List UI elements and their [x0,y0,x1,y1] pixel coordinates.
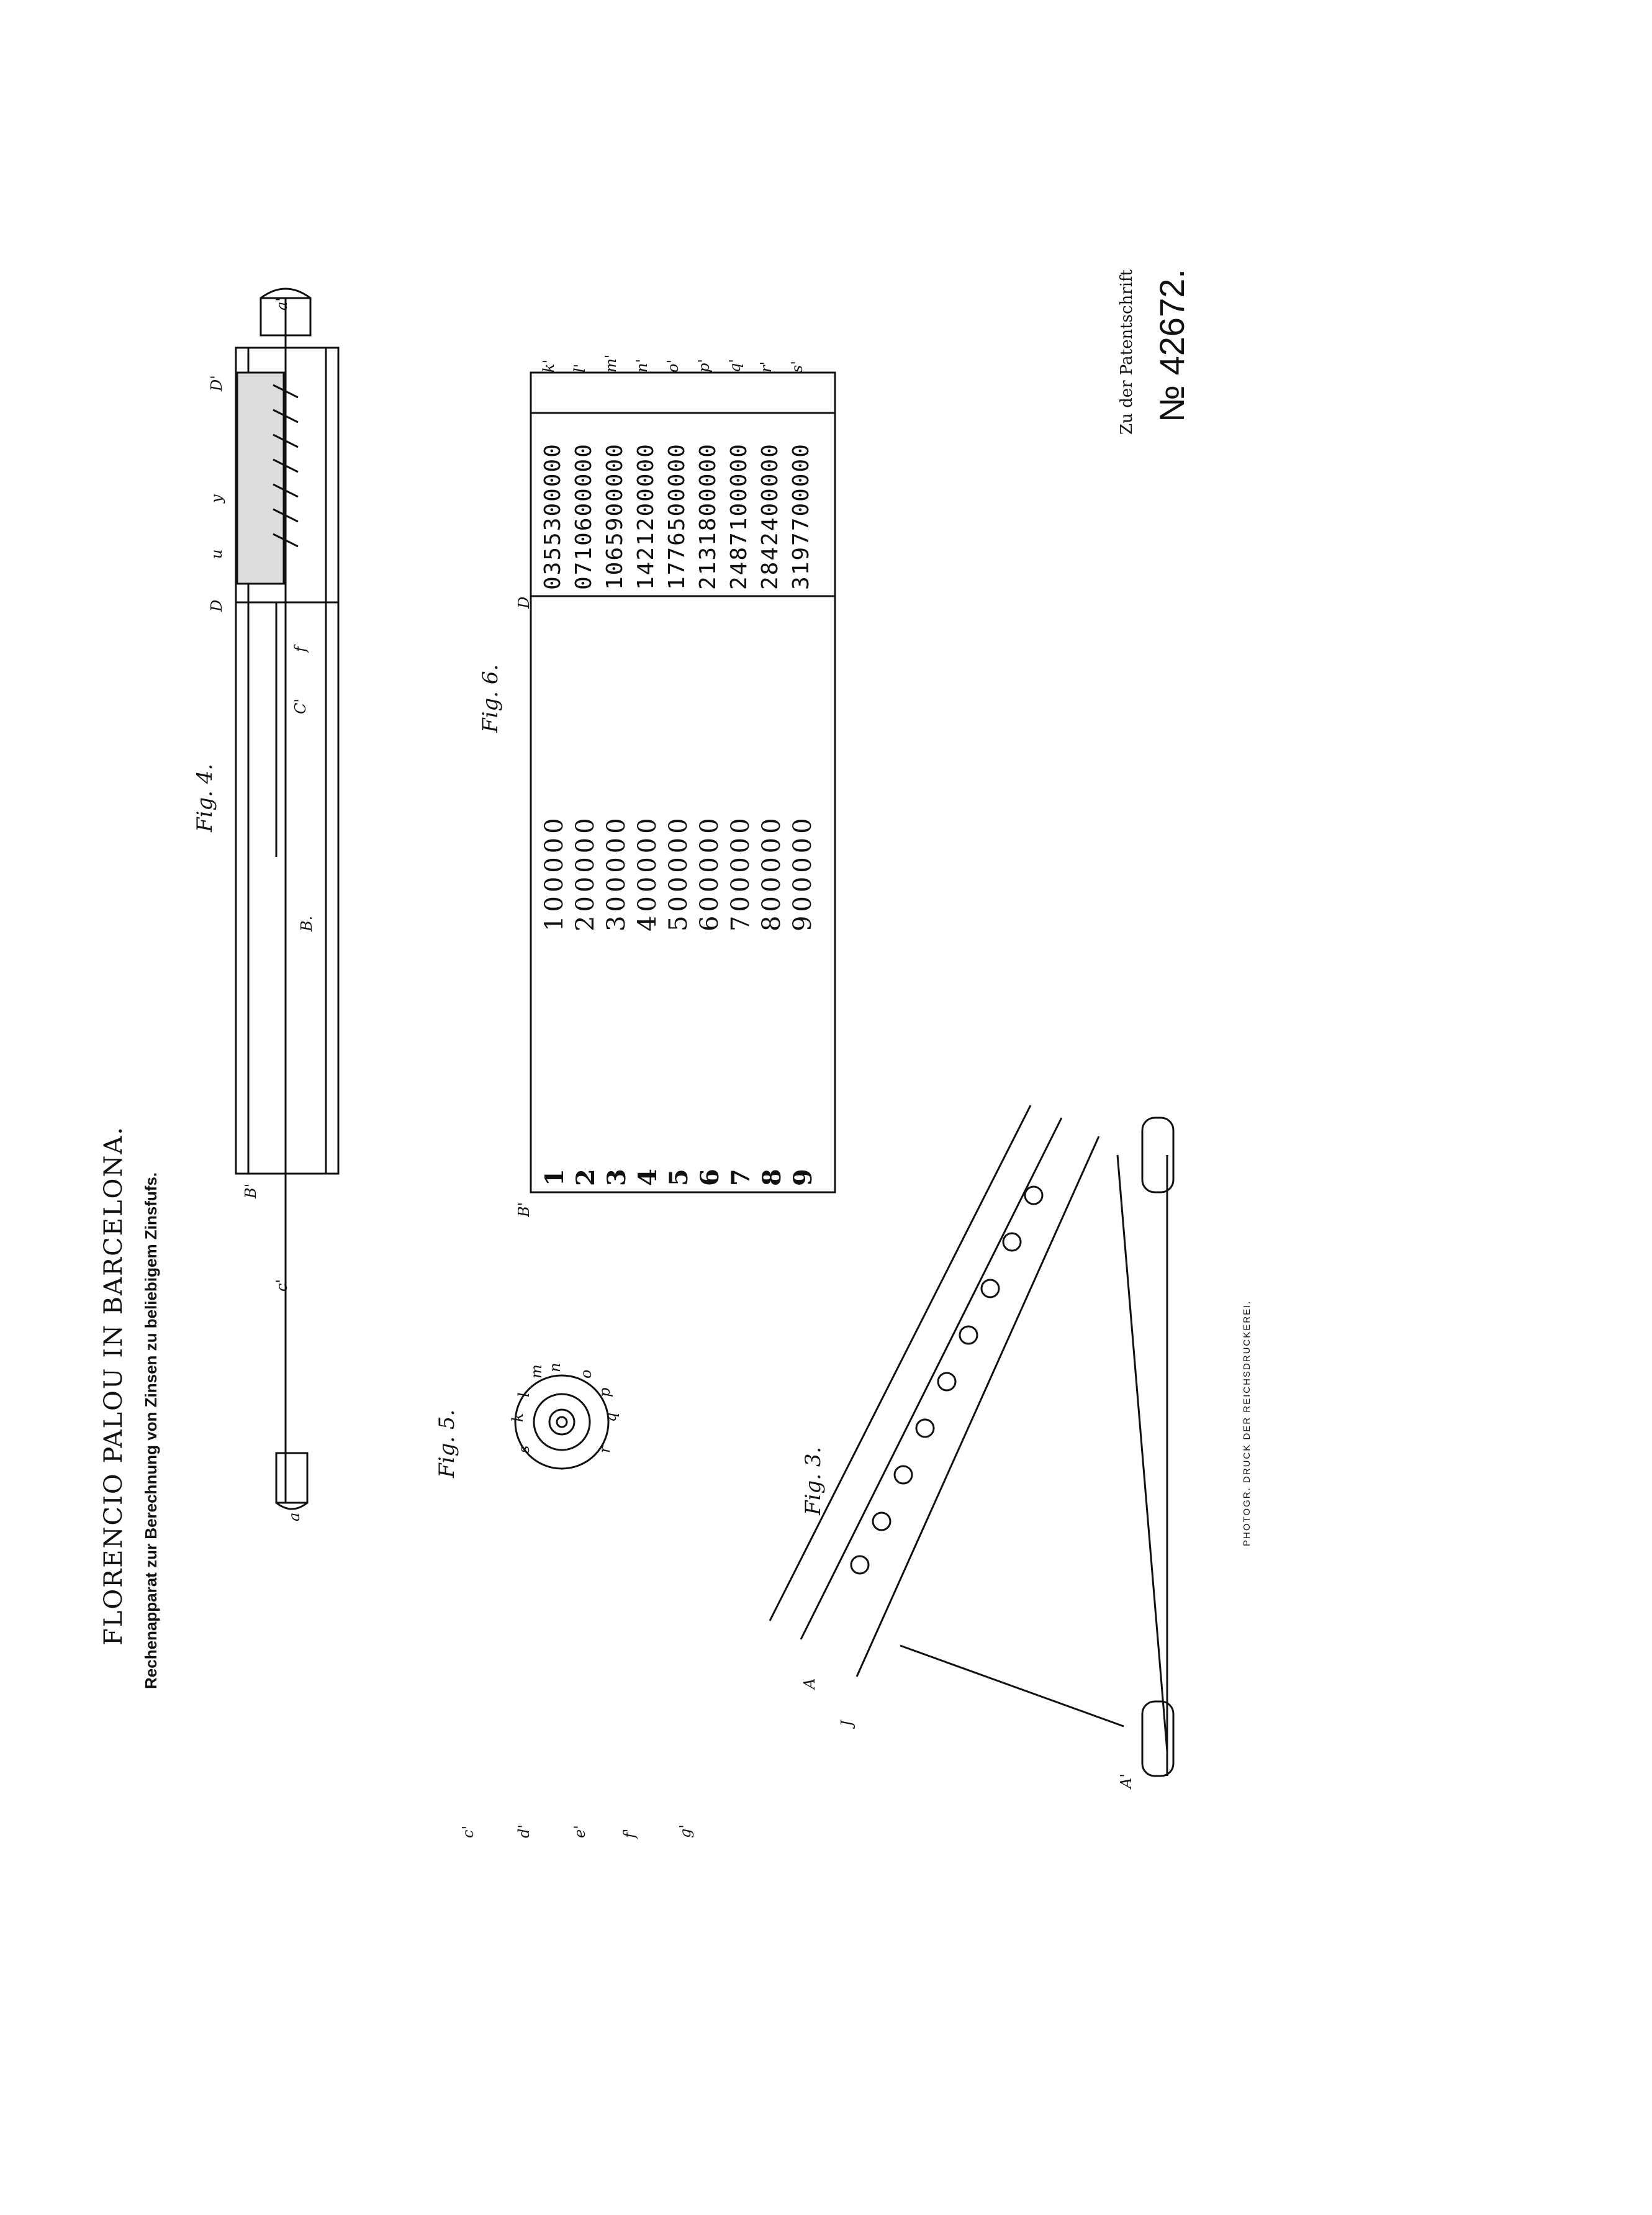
fig6-row-letter: s' [788,361,806,373]
figure-3-drawing [770,1105,1173,1776]
fig4-label-u: u [208,549,225,559]
fig6-multiplier: 1 [540,1169,569,1186]
margin-label: c' [459,1825,477,1838]
fig3-caption: Fig. 3. [801,1446,826,1515]
fig6-row-letter: k' [540,359,557,373]
margin-label: g' [677,1824,694,1838]
fig6-row-letter: m' [602,354,620,373]
fig6-result: 0355300000 [540,443,566,590]
fig5-label: k [509,1413,526,1422]
fig5-label: n [546,1362,564,1372]
fig6-result: 2131800000 [695,443,721,590]
fig3-label-J: J [838,1720,855,1726]
fig5-label: r [596,1446,613,1453]
fig4-label-a: a [286,1512,303,1521]
fig6-amount: 500000 [664,814,693,931]
fig6-row-letter: q' [726,359,744,373]
fig4-label-y: y [208,494,225,503]
fig6-result: 1065900000 [602,443,628,590]
fig6-row-letter: o' [664,359,682,373]
fig5-label: m [528,1364,545,1379]
fig6-amount: 400000 [633,814,662,931]
fig6-amount: 800000 [757,814,786,931]
fig5-caption: Fig. 5. [435,1409,459,1478]
fig6-multiplier: 2 [571,1169,600,1186]
fig4-label-B-prime: B' [242,1183,260,1198]
fig6-label-D: D [515,596,533,609]
fig6-row-letter: r' [757,361,775,373]
margin-label: d' [515,1824,533,1838]
fig6-multiplier: 3 [602,1169,631,1186]
fig6-result: 1421200000 [633,443,659,590]
fig4-label-f: f [292,646,309,652]
fig6-amount: 700000 [726,814,755,931]
margin-label: f' [621,1828,638,1838]
patent-label: Zu der Patentschrift [1117,269,1136,435]
figure-4-drawing [236,289,338,1509]
fig6-row-letter: l' [571,363,589,373]
fig6-multiplier: 5 [664,1169,693,1186]
fig6-result: 2842400000 [757,443,783,590]
figure-5-drawing [515,1375,608,1469]
inventor-title: FLORENCIO PALOU IN BARCELONA. [99,1126,128,1646]
fig5-label: s [515,1445,533,1453]
fig3-label-A: A [801,1678,818,1689]
fig4-label-C-prime: C' [292,699,309,714]
fig6-amount: 100000 [540,814,569,931]
fig6-multiplier: 4 [633,1169,662,1186]
fig6-caption: Fig. 6. [478,664,503,733]
fig4-caption: Fig. 4. [192,763,217,832]
fig6-label-B-prime: B' [515,1202,533,1217]
printer-credit: PHOTOGR. DRUCK DER REICHSDRUCKEREI. [1242,1300,1252,1546]
fig6-multiplier: 7 [726,1169,756,1186]
fig5-label: l [515,1392,533,1397]
fig4-label-c-prime: c' [273,1279,291,1292]
fig4-label-a-prime: a' [273,297,291,310]
fig4-label-D-prime: D' [208,375,225,391]
fig5-label: o [577,1369,595,1379]
fig6-row-letter: n' [633,358,651,373]
fig4-label-D: D [208,599,225,612]
fig5-label: q [602,1412,620,1422]
fig6-multiplier: 6 [695,1169,724,1186]
fig6-result: 3197700000 [788,443,814,590]
fig6-result: 0710600000 [571,443,597,590]
fig6-amount: 900000 [788,814,817,931]
fig6-multiplier: 9 [788,1169,818,1186]
fig3-label-A-prime: A' [1117,1773,1135,1788]
fig6-result: 2487100000 [726,443,752,590]
fig6-multiplier: 8 [757,1169,787,1186]
fig6-result: 1776500000 [664,443,690,590]
fig6-amount: 600000 [695,814,724,931]
fig6-amount: 300000 [602,814,631,931]
fig4-label-B: B. [298,915,315,931]
margin-label: e' [571,1825,589,1838]
patent-subtitle: Rechenapparat zur Berechnung von Zinsen zu beliebigem Zinsfufs. [142,1172,160,1689]
fig5-label: p [596,1387,613,1397]
fig6-row-letter: p' [695,359,713,373]
patent-number: № 42672. [1152,269,1191,422]
fig6-amount: 200000 [571,814,600,931]
